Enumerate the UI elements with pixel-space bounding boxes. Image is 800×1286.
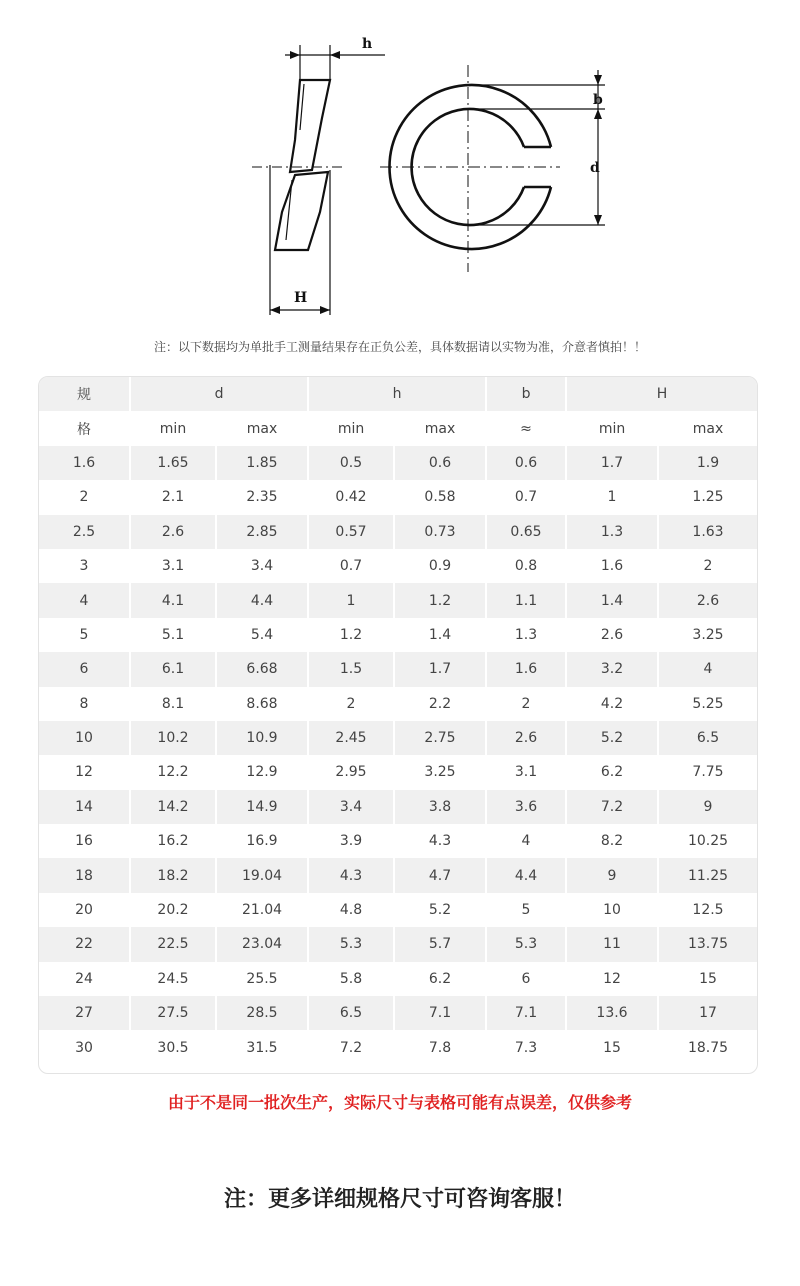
cell-H-max: 2 xyxy=(659,549,757,583)
cell-d-max: 28.5 xyxy=(217,996,309,1030)
cell-h-max: 1.4 xyxy=(395,618,487,652)
cell-h-min: 1 xyxy=(309,583,395,617)
cell-h-min: 7.2 xyxy=(309,1030,395,1064)
table-row xyxy=(39,824,757,858)
label-b: b xyxy=(593,92,603,108)
table-row xyxy=(39,790,757,824)
cell-spec: 18 xyxy=(39,858,131,892)
table-row xyxy=(39,687,757,721)
cell-H-max: 17 xyxy=(659,996,757,1030)
cell-d-min: 10.2 xyxy=(131,721,217,755)
cell-b: 7.3 xyxy=(487,1030,567,1064)
cell-H-max: 6.5 xyxy=(659,721,757,755)
cell-spec: 12 xyxy=(39,755,131,789)
table-row xyxy=(39,721,757,755)
cell-H-max: 1.9 xyxy=(659,446,757,480)
cell-d-min: 27.5 xyxy=(131,996,217,1030)
header-H-min: min xyxy=(567,411,659,445)
cell-spec: 3 xyxy=(39,549,131,583)
header-row-1 xyxy=(39,377,757,411)
cell-H-min: 13.6 xyxy=(567,996,659,1030)
cell-spec: 2.5 xyxy=(39,515,131,549)
cell-h-max: 7.8 xyxy=(395,1030,487,1064)
cell-b: 5.3 xyxy=(487,927,567,961)
cell-spec: 10 xyxy=(39,721,131,755)
cell-d-min: 2.1 xyxy=(131,480,217,514)
table-row xyxy=(39,652,757,686)
cell-spec: 22 xyxy=(39,927,131,961)
header-spec-2: 格 xyxy=(39,411,131,445)
cell-h-max: 4.3 xyxy=(395,824,487,858)
cell-H-min: 5.2 xyxy=(567,721,659,755)
cell-b: 1.3 xyxy=(487,618,567,652)
header-d: d xyxy=(131,377,309,411)
cell-H-min: 10 xyxy=(567,893,659,927)
header-d-max: max xyxy=(217,411,309,445)
table-row xyxy=(39,893,757,927)
cell-b: 0.6 xyxy=(487,446,567,480)
cell-H-max: 15 xyxy=(659,962,757,996)
cell-h-min: 1.5 xyxy=(309,652,395,686)
cell-H-min: 1.7 xyxy=(567,446,659,480)
cell-h-min: 2.45 xyxy=(309,721,395,755)
cell-H-min: 3.2 xyxy=(567,652,659,686)
cell-spec: 6 xyxy=(39,652,131,686)
cell-h-max: 2.75 xyxy=(395,721,487,755)
cell-H-min: 1.6 xyxy=(567,549,659,583)
table-row xyxy=(39,962,757,996)
header-b: b xyxy=(487,377,567,411)
table-row xyxy=(39,549,757,583)
batch-variation-note: 由于不是同一批次生产，实际尺寸与表格可能有点误差，仅供参考 xyxy=(167,1093,632,1112)
cell-spec: 5 xyxy=(39,618,131,652)
cell-H-min: 8.2 xyxy=(567,824,659,858)
cell-h-min: 0.57 xyxy=(309,515,395,549)
cell-H-min: 15 xyxy=(567,1030,659,1064)
cell-h-max: 1.2 xyxy=(395,583,487,617)
cell-d-min: 18.2 xyxy=(131,858,217,892)
cell-b: 1.6 xyxy=(487,652,567,686)
cell-b: 2 xyxy=(487,687,567,721)
cell-b: 2.6 xyxy=(487,721,567,755)
label-H: H xyxy=(294,290,308,306)
cell-d-max: 19.04 xyxy=(217,858,309,892)
cell-H-min: 1 xyxy=(567,480,659,514)
cell-d-min: 16.2 xyxy=(131,824,217,858)
cell-spec: 8 xyxy=(39,687,131,721)
cell-spec: 30 xyxy=(39,1030,131,1064)
cell-h-max: 0.73 xyxy=(395,515,487,549)
cell-spec: 24 xyxy=(39,962,131,996)
cell-spec: 14 xyxy=(39,790,131,824)
cell-b: 4 xyxy=(487,824,567,858)
cell-d-max: 12.9 xyxy=(217,755,309,789)
cell-H-min: 7.2 xyxy=(567,790,659,824)
cell-h-max: 0.58 xyxy=(395,480,487,514)
cell-spec: 20 xyxy=(39,893,131,927)
table-row xyxy=(39,996,757,1030)
cell-d-min: 14.2 xyxy=(131,790,217,824)
cell-H-max: 2.6 xyxy=(659,583,757,617)
cell-d-min: 2.6 xyxy=(131,515,217,549)
table-row xyxy=(39,858,757,892)
cell-h-min: 6.5 xyxy=(309,996,395,1030)
cell-b: 4.4 xyxy=(487,858,567,892)
cell-H-max: 9 xyxy=(659,790,757,824)
header-row-2 xyxy=(39,411,757,445)
cell-H-min: 6.2 xyxy=(567,755,659,789)
cell-h-max: 0.9 xyxy=(395,549,487,583)
cell-H-max: 11.25 xyxy=(659,858,757,892)
cell-h-min: 0.42 xyxy=(309,480,395,514)
cell-H-max: 12.5 xyxy=(659,893,757,927)
cell-H-min: 11 xyxy=(567,927,659,961)
cell-d-max: 1.85 xyxy=(217,446,309,480)
cell-h-max: 5.2 xyxy=(395,893,487,927)
cell-h-max: 1.7 xyxy=(395,652,487,686)
cell-b: 0.8 xyxy=(487,549,567,583)
cell-h-min: 0.5 xyxy=(309,446,395,480)
cell-h-max: 6.2 xyxy=(395,962,487,996)
cell-h-min: 3.4 xyxy=(309,790,395,824)
cell-d-min: 5.1 xyxy=(131,618,217,652)
cell-h-min: 0.7 xyxy=(309,549,395,583)
cell-h-min: 5.8 xyxy=(309,962,395,996)
cell-d-min: 8.1 xyxy=(131,687,217,721)
cell-b: 3.6 xyxy=(487,790,567,824)
cell-spec: 16 xyxy=(39,824,131,858)
label-h: h xyxy=(362,36,373,52)
cell-d-min: 24.5 xyxy=(131,962,217,996)
cell-b: 5 xyxy=(487,893,567,927)
spring-washer-diagram xyxy=(0,0,800,330)
cell-spec: 27 xyxy=(39,996,131,1030)
table-row xyxy=(39,583,757,617)
cell-spec: 4 xyxy=(39,583,131,617)
cell-d-max: 16.9 xyxy=(217,824,309,858)
cell-spec: 1.6 xyxy=(39,446,131,480)
cell-d-max: 2.35 xyxy=(217,480,309,514)
cell-d-max: 5.4 xyxy=(217,618,309,652)
cell-H-max: 18.75 xyxy=(659,1030,757,1064)
cell-H-min: 2.6 xyxy=(567,618,659,652)
cell-H-max: 1.63 xyxy=(659,515,757,549)
cell-spec: 2 xyxy=(39,480,131,514)
cell-b: 0.65 xyxy=(487,515,567,549)
cell-h-min: 3.9 xyxy=(309,824,395,858)
header-h-max: max xyxy=(395,411,487,445)
cell-d-max: 6.68 xyxy=(217,652,309,686)
cell-h-max: 7.1 xyxy=(395,996,487,1030)
header-h-min: min xyxy=(309,411,395,445)
cell-d-max: 2.85 xyxy=(217,515,309,549)
label-d: d xyxy=(590,160,600,176)
cell-b: 3.1 xyxy=(487,755,567,789)
header-H-max: max xyxy=(659,411,757,445)
cell-h-max: 3.25 xyxy=(395,755,487,789)
cell-d-min: 22.5 xyxy=(131,927,217,961)
cell-d-min: 1.65 xyxy=(131,446,217,480)
cell-d-min: 4.1 xyxy=(131,583,217,617)
table-row xyxy=(39,927,757,961)
cell-b: 6 xyxy=(487,962,567,996)
contact-service-note: 注：更多详细规格尺寸可咨询客服！ xyxy=(223,1187,576,1212)
cell-H-max: 10.25 xyxy=(659,824,757,858)
cell-H-min: 1.3 xyxy=(567,515,659,549)
cell-h-min: 4.3 xyxy=(309,858,395,892)
cell-H-min: 1.4 xyxy=(567,583,659,617)
cell-H-max: 7.75 xyxy=(659,755,757,789)
header-h: h xyxy=(309,377,487,411)
table-row xyxy=(39,755,757,789)
cell-H-min: 9 xyxy=(567,858,659,892)
cell-d-min: 6.1 xyxy=(131,652,217,686)
table-row xyxy=(39,618,757,652)
cell-b: 0.7 xyxy=(487,480,567,514)
cell-H-max: 13.75 xyxy=(659,927,757,961)
cell-h-max: 2.2 xyxy=(395,687,487,721)
cell-d-max: 23.04 xyxy=(217,927,309,961)
cell-d-max: 21.04 xyxy=(217,893,309,927)
cell-d-min: 30.5 xyxy=(131,1030,217,1064)
cell-d-min: 12.2 xyxy=(131,755,217,789)
cell-d-max: 8.68 xyxy=(217,687,309,721)
cell-H-min: 4.2 xyxy=(567,687,659,721)
header-H: H xyxy=(567,377,757,411)
measurement-disclaimer: 注：以下数据均为单批手工测量结果存在正负公差，具体数据请以实物为准，介意者慎拍！！ xyxy=(153,340,646,354)
table-row xyxy=(39,515,757,549)
cell-b: 1.1 xyxy=(487,583,567,617)
cell-H-max: 4 xyxy=(659,652,757,686)
spec-table-container xyxy=(38,376,758,1074)
cell-d-min: 20.2 xyxy=(131,893,217,927)
cell-d-max: 3.4 xyxy=(217,549,309,583)
cell-h-min: 2.95 xyxy=(309,755,395,789)
cell-h-max: 5.7 xyxy=(395,927,487,961)
cell-h-min: 5.3 xyxy=(309,927,395,961)
cell-H-max: 5.25 xyxy=(659,687,757,721)
cell-H-max: 3.25 xyxy=(659,618,757,652)
cell-h-max: 0.6 xyxy=(395,446,487,480)
spec-table xyxy=(39,377,757,1065)
cell-d-max: 10.9 xyxy=(217,721,309,755)
cell-h-max: 3.8 xyxy=(395,790,487,824)
cell-d-min: 3.1 xyxy=(131,549,217,583)
cell-h-max: 4.7 xyxy=(395,858,487,892)
cell-h-min: 2 xyxy=(309,687,395,721)
header-spec: 规 xyxy=(39,377,131,411)
cell-b: 7.1 xyxy=(487,996,567,1030)
cell-h-min: 1.2 xyxy=(309,618,395,652)
header-b-approx: ≈ xyxy=(487,411,567,445)
cell-h-min: 4.8 xyxy=(309,893,395,927)
cell-d-max: 4.4 xyxy=(217,583,309,617)
cell-d-max: 25.5 xyxy=(217,962,309,996)
cell-d-max: 31.5 xyxy=(217,1030,309,1064)
cell-d-max: 14.9 xyxy=(217,790,309,824)
table-row xyxy=(39,480,757,514)
table-row xyxy=(39,1030,757,1064)
header-d-min: min xyxy=(131,411,217,445)
cell-H-min: 12 xyxy=(567,962,659,996)
cell-H-max: 1.25 xyxy=(659,480,757,514)
table-row xyxy=(39,446,757,480)
